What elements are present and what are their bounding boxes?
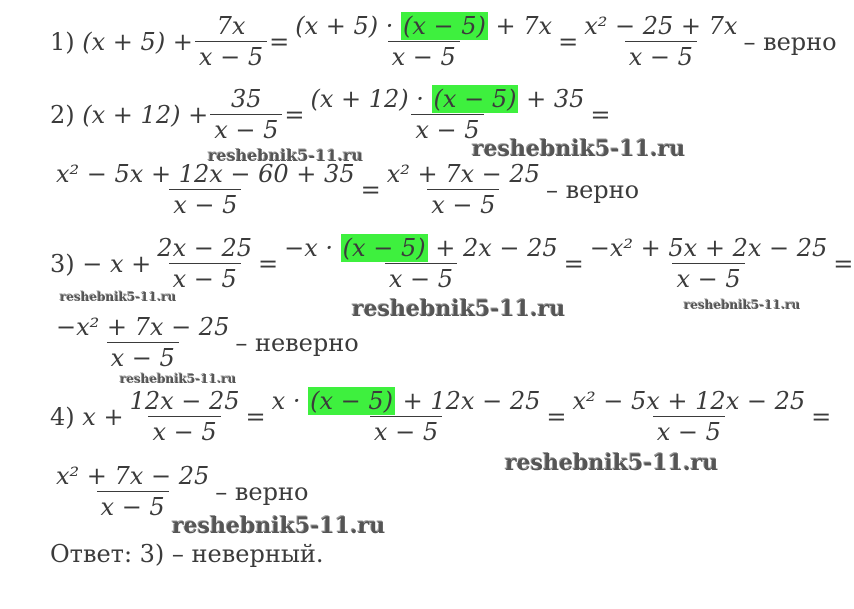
verdict: – верно (215, 477, 309, 506)
numerator: x² + 7x − 25 (56, 462, 210, 490)
numerator: 2x − 25 (157, 234, 253, 262)
fraction (52, 160, 359, 219)
numerator-part: + 35 (526, 85, 585, 113)
denominator: x − 5 (148, 416, 220, 446)
fraction (195, 12, 267, 71)
equals-sign: = (258, 249, 279, 278)
fraction (268, 387, 545, 446)
watermark: reshebnik5-11.ru (120, 372, 237, 386)
denominator: x − 5 (653, 416, 725, 446)
denominator: x − 5 (411, 114, 483, 144)
equals-sign: = (833, 249, 854, 278)
equals-sign: = (269, 27, 290, 56)
denominator: x − 5 (195, 41, 267, 71)
watermark: reshebnik5-11.ru (505, 450, 719, 476)
numerator: −x² + 5x + 2x − 25 (589, 234, 828, 262)
numerator-part: + 7x (495, 12, 553, 40)
denominator: x − 5 (625, 41, 697, 71)
numerator: x² + 7x − 25 (386, 160, 540, 188)
equals-sign: = (811, 402, 832, 431)
fraction (580, 12, 741, 71)
equation-2-continued (50, 160, 639, 219)
numerator: 12x − 25 (129, 387, 240, 415)
denominator: x − 5 (107, 342, 179, 372)
numerator (268, 387, 545, 416)
verdict: – верно (545, 175, 640, 204)
verdict: – неверно (235, 328, 359, 357)
numerator: −x² + 7x − 25 (56, 313, 230, 341)
denominator: x − 5 (388, 41, 460, 71)
equals-sign: = (558, 27, 579, 56)
numerator (291, 12, 556, 41)
denominator: x − 5 (97, 491, 169, 521)
numerator-part: x · (271, 387, 301, 415)
item-label: 1) (50, 27, 75, 56)
numerator: x² − 5x + 12x − 60 + 35 (56, 160, 355, 188)
expr-term: x + (82, 402, 124, 431)
verdict: – верно (743, 27, 837, 56)
numerator: 35 (231, 85, 262, 113)
numerator-part: (x + 5) · (295, 12, 394, 40)
equation-3 (50, 234, 853, 293)
item-label: 4) (50, 402, 75, 431)
denominator: x − 5 (169, 263, 241, 293)
watermark: reshebnik5-11.ru (352, 296, 566, 322)
numerator: x² − 5x + 12x − 25 (572, 387, 806, 415)
denominator: x − 5 (672, 263, 744, 293)
watermark: reshebnik5-11.ru (472, 136, 686, 162)
equation-3-continued (50, 313, 359, 372)
denominator: x − 5 (169, 189, 241, 219)
equals-sign: = (546, 402, 567, 431)
fraction (280, 234, 562, 293)
denominator: x − 5 (385, 263, 457, 293)
fraction (210, 85, 282, 144)
fraction (52, 313, 233, 372)
numerator (280, 234, 562, 263)
equation-4 (50, 387, 831, 446)
answer-text: Ответ: 3) – неверный. (50, 540, 324, 568)
numerator: 7x (216, 12, 246, 40)
denominator: x − 5 (210, 114, 282, 144)
item-label: 2) (50, 100, 75, 129)
item-label: 3) (50, 249, 75, 278)
equals-sign: = (360, 175, 381, 204)
watermark: reshebnik5-11.ru (684, 298, 801, 312)
denominator: x − 5 (427, 189, 499, 219)
fraction (586, 234, 832, 293)
equals-sign: = (563, 249, 584, 278)
equals-sign: = (590, 100, 611, 129)
highlighted-factor: (x − 5) (310, 387, 393, 415)
highlighted-factor: (x − 5) (433, 85, 517, 113)
expr-term: (x + 5) + (82, 27, 193, 56)
fraction (568, 387, 809, 446)
expr-term: (x + 12) + (82, 100, 209, 129)
expr-term: − x + (82, 249, 152, 278)
denominator: x − 5 (370, 416, 442, 446)
equals-sign: = (284, 100, 305, 129)
fraction (153, 234, 256, 293)
numerator: x² − 25 + 7x (584, 12, 738, 40)
answer (50, 540, 324, 568)
highlighted-factor: (x − 5) (342, 234, 426, 262)
fraction (383, 160, 544, 219)
numerator-part: −x · (284, 234, 334, 262)
highlighted-factor: (x − 5) (403, 12, 486, 40)
numerator-part: (x + 12) · (310, 85, 424, 113)
fraction (291, 12, 556, 71)
watermark: reshebnik5-11.ru (172, 513, 386, 539)
watermark: reshebnik5-11.ru (208, 146, 364, 165)
fraction (126, 387, 244, 446)
equals-sign: = (245, 402, 266, 431)
equation-1 (50, 12, 837, 71)
watermark: reshebnik5-11.ru (60, 290, 177, 304)
numerator (306, 85, 588, 114)
numerator-part: + 2x − 25 (435, 234, 558, 262)
numerator-part: + 12x − 25 (402, 387, 541, 415)
